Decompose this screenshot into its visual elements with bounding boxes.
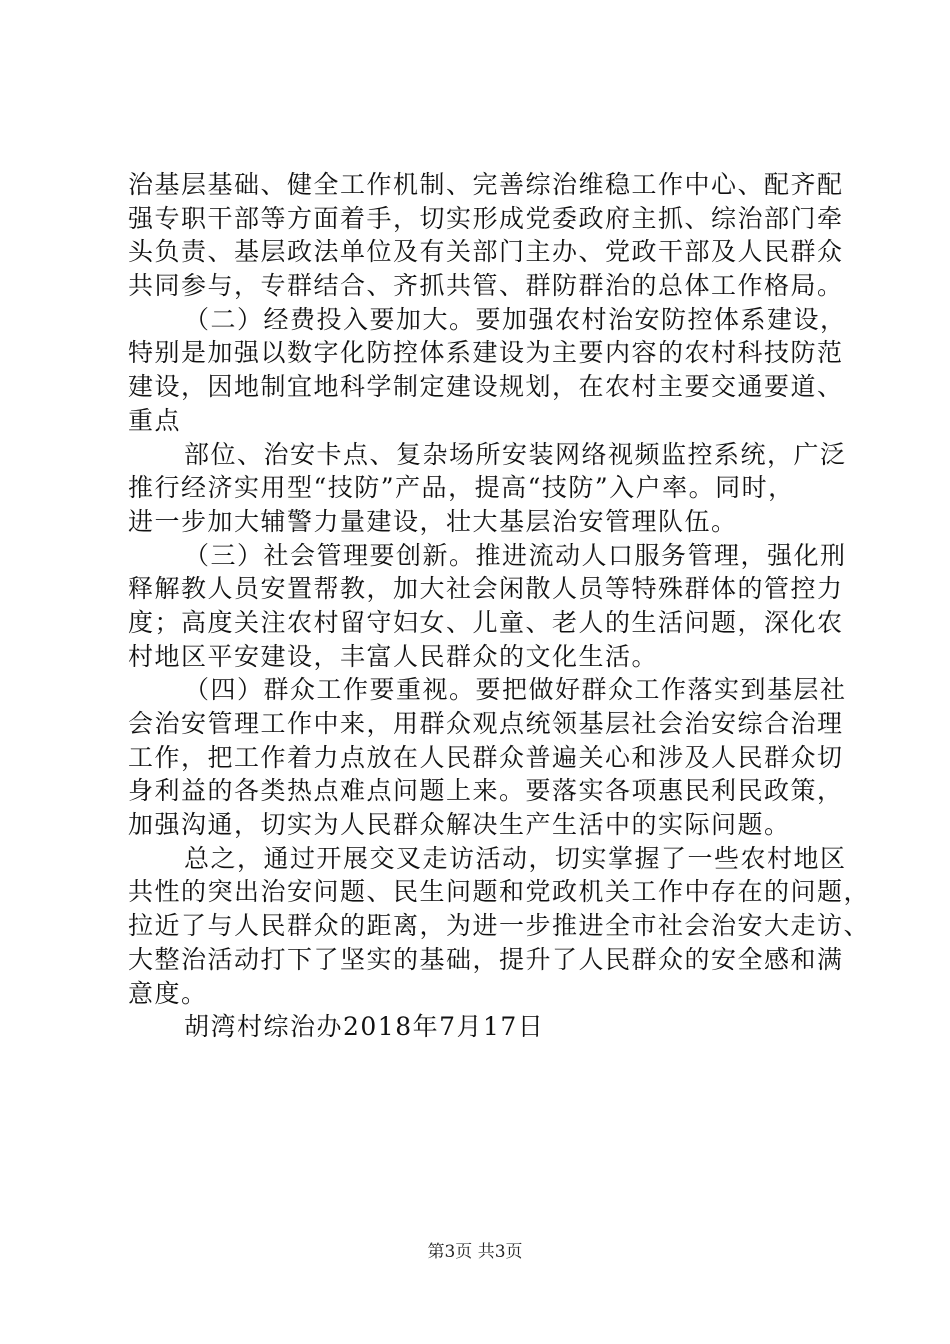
text-line: 治基层基础、健全工作机制、完善综治维稳工作中心、配齐配: [128, 170, 844, 199]
document-body: [128, 168, 871, 1044]
text-line: 加强沟通，切实为人民群众解决生产生活中的实际问题。: [128, 810, 791, 840]
section-heading-line: （三）社会管理要创新。推进流动人口服务管理，强化刑: [184, 540, 847, 570]
text-line: 强专职干部等方面着手，切实形成党委政府主抓、综治部门牵: [128, 203, 844, 233]
text-line: 拉近了与人民群众的距离，为进一步推进全市社会治安大走访、: [128, 911, 871, 941]
text-line: 工作，把工作着力点放在人民群众普遍关心和涉及人民群众切: [128, 742, 844, 772]
text-line: 身利益的各类热点难点问题上来。要落实各项惠民利民政策，: [128, 776, 844, 806]
text-line: 推行经济实用型“技防”产品，提高“技防”入户率。同时，: [128, 473, 795, 503]
text-line: 度；高度关注农村留守妇女、儿童、老人的生活问题，深化农: [128, 607, 844, 637]
text-line: 重点: [128, 405, 182, 435]
text-line: 共性的突出治安问题、民生问题和党政机关工作中存在的问题，: [128, 877, 871, 907]
text-line: 进一步加大辅警力量建设，壮大基层治安管理队伍。: [128, 506, 738, 536]
conclusion-line: 总之，通过开展交叉走访活动，切实掌握了一些农村地区: [184, 843, 847, 873]
text-line: 部位、治安卡点、复杂场所安装网络视频监控系统，广泛: [184, 439, 847, 469]
text-line: 大整治活动打下了坚实的基础，提升了人民群众的安全感和满: [128, 944, 844, 974]
text-line: 共同参与，专群结合、齐抓共管、群防群治的总体工作格局。: [128, 271, 844, 301]
text-line: 村地区平安建设，丰富人民群众的文化生活。: [128, 641, 659, 671]
page-number-footer: 第3页 共3页: [427, 1242, 523, 1262]
text-line: 头负责、基层政法单位及有关部门主办、党政干部及人民群众: [128, 237, 844, 267]
text-line: 建设，因地制宜地科学制定建设规划，在农村主要交通要道、: [128, 372, 844, 402]
text-line: 释解教人员安置帮教，加大社会闲散人员等特殊群体的管控力: [128, 574, 844, 604]
text-line: 会治安管理工作中来，用群众观点统领基层社会治安综合治理: [128, 709, 844, 738]
signature-date-line: 胡湾村综治办2018年7月17日: [184, 1012, 545, 1042]
text-line: 特别是加强以数字化防控体系建设为主要内容的农村科技防范: [128, 338, 844, 368]
section-heading-line: （二）经费投入要加大。要加强农村治安防控体系建设，: [184, 304, 847, 334]
section-heading-line: （四）群众工作要重视。要把做好群众工作落实到基层社: [184, 675, 847, 705]
text-line: 意度。: [128, 978, 208, 1008]
